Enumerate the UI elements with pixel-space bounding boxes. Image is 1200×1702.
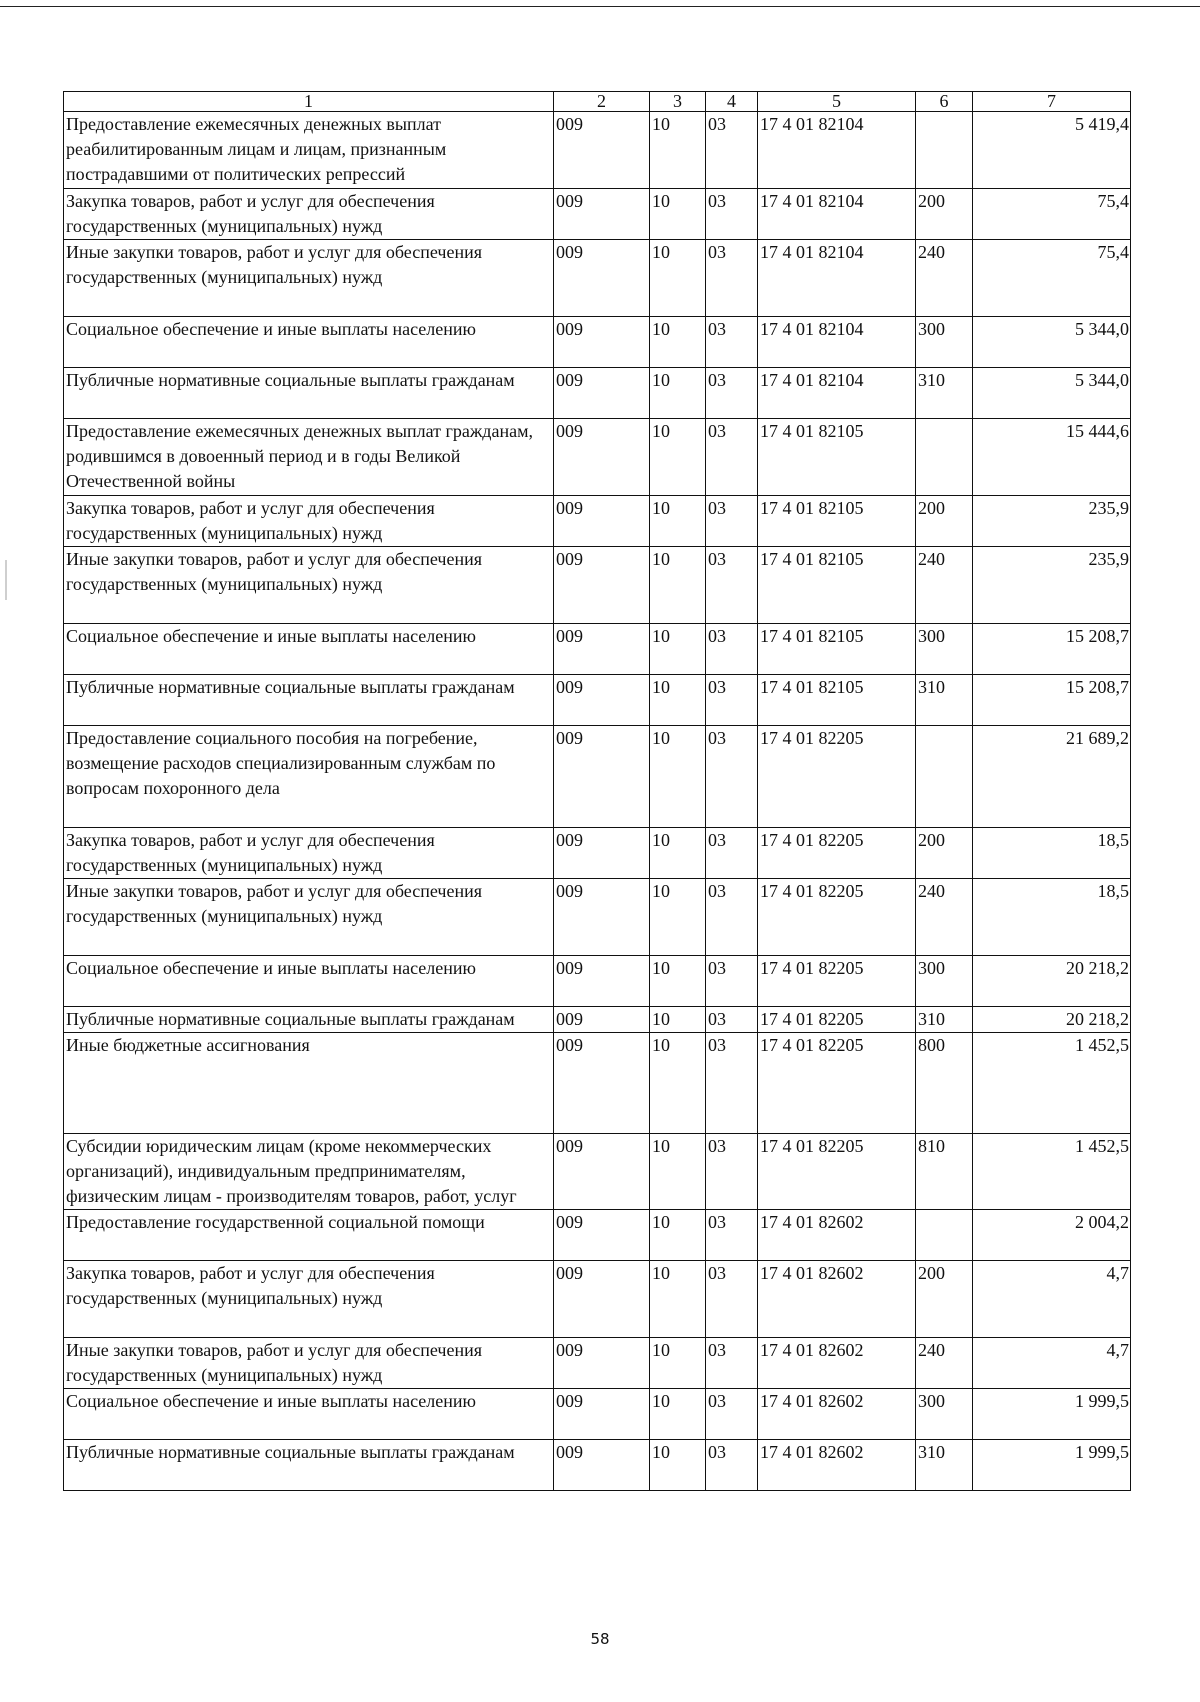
- row-code-target: 17 4 01 82205: [758, 956, 916, 1007]
- row-code-ministry: 009: [554, 1134, 650, 1210]
- page-top-border: [0, 0, 1200, 7]
- row-amount: 21 689,2: [973, 726, 1131, 828]
- row-code-target: 17 4 01 82104: [758, 240, 916, 317]
- row-code-section: 10: [650, 419, 706, 496]
- row-code-target: 17 4 01 82205: [758, 1134, 916, 1210]
- table-row: [64, 726, 1131, 828]
- row-code-subsection: 03: [706, 1338, 758, 1389]
- row-code-expense-type: 300: [916, 956, 973, 1007]
- row-code-ministry: 009: [554, 828, 650, 879]
- row-code-ministry: 009: [554, 1210, 650, 1261]
- row-code-section: 10: [650, 1389, 706, 1440]
- row-code-expense-type: [916, 726, 973, 828]
- row-code-expense-type: 240: [916, 547, 973, 624]
- row-code-section: 10: [650, 1007, 706, 1033]
- row-code-subsection: 03: [706, 1134, 758, 1210]
- table-row: [64, 1007, 1131, 1033]
- row-code-section: 10: [650, 1261, 706, 1338]
- row-code-target: 17 4 01 82105: [758, 419, 916, 496]
- row-code-ministry: 009: [554, 879, 650, 956]
- row-code-subsection: 03: [706, 675, 758, 726]
- row-amount: 75,4: [973, 189, 1131, 240]
- row-amount: 4,7: [973, 1261, 1131, 1338]
- row-code-ministry: 009: [554, 496, 650, 547]
- row-amount: 1 452,5: [973, 1033, 1131, 1134]
- row-name: Социальное обеспечение и иные выплаты населению: [64, 317, 554, 368]
- row-code-ministry: 009: [554, 1007, 650, 1033]
- row-code-target: 17 4 01 82104: [758, 368, 916, 419]
- table-row: [64, 240, 1131, 317]
- row-code-subsection: 03: [706, 624, 758, 675]
- row-code-ministry: 009: [554, 1389, 650, 1440]
- row-code-ministry: 009: [554, 189, 650, 240]
- row-amount: 5 419,4: [973, 112, 1131, 189]
- row-code-section: 10: [650, 726, 706, 828]
- row-code-section: 10: [650, 1134, 706, 1210]
- row-code-subsection: 03: [706, 1007, 758, 1033]
- row-amount: 18,5: [973, 828, 1131, 879]
- row-code-subsection: 03: [706, 828, 758, 879]
- row-code-section: 10: [650, 1210, 706, 1261]
- row-code-subsection: 03: [706, 419, 758, 496]
- row-name: Закупка товаров, работ и услуг для обеспечения государственных (муниципальных) нужд: [64, 828, 554, 879]
- scan-mark-left: [5, 560, 7, 600]
- row-code-target: 17 4 01 82205: [758, 879, 916, 956]
- row-code-ministry: 009: [554, 1338, 650, 1389]
- column-header: 4: [706, 92, 758, 112]
- row-code-section: 10: [650, 368, 706, 419]
- row-code-expense-type: 200: [916, 1261, 973, 1338]
- row-code-section: 10: [650, 624, 706, 675]
- row-code-expense-type: 310: [916, 1007, 973, 1033]
- row-amount: 75,4: [973, 240, 1131, 317]
- row-name: Иные закупки товаров, работ и услуг для обеспечения государственных (муниципальных) нужд: [64, 879, 554, 956]
- row-code-expense-type: 240: [916, 879, 973, 956]
- row-code-subsection: 03: [706, 956, 758, 1007]
- row-name: Предоставление ежемесячных денежных выплат реабилитированным лицам и лицам, признанным пострадавшими от политических репрессий: [64, 112, 554, 189]
- row-code-section: 10: [650, 675, 706, 726]
- row-code-target: 17 4 01 82104: [758, 317, 916, 368]
- row-code-target: 17 4 01 82205: [758, 1033, 916, 1134]
- row-code-expense-type: 310: [916, 1440, 973, 1491]
- row-amount: 1 452,5: [973, 1134, 1131, 1210]
- row-code-subsection: 03: [706, 1261, 758, 1338]
- row-amount: 15 208,7: [973, 624, 1131, 675]
- table-row: [64, 368, 1131, 419]
- row-code-ministry: 009: [554, 547, 650, 624]
- row-code-ministry: 009: [554, 726, 650, 828]
- table-row: [64, 1134, 1131, 1210]
- table-row: [64, 1033, 1131, 1134]
- row-code-subsection: 03: [706, 317, 758, 368]
- row-code-section: 10: [650, 1033, 706, 1134]
- table-row: [64, 112, 1131, 189]
- row-name: Закупка товаров, работ и услуг для обеспечения государственных (муниципальных) нужд: [64, 1261, 554, 1338]
- row-code-section: 10: [650, 547, 706, 624]
- row-amount: 4,7: [973, 1338, 1131, 1389]
- table-row: [64, 1440, 1131, 1491]
- row-name: Предоставление государственной социальной помощи: [64, 1210, 554, 1261]
- row-code-section: 10: [650, 828, 706, 879]
- row-code-section: 10: [650, 1338, 706, 1389]
- table-row: [64, 879, 1131, 956]
- row-code-ministry: 009: [554, 317, 650, 368]
- row-name: Предоставление ежемесячных денежных выплат гражданам, родившимся в довоенный период и в годы Великой Отечественной войны: [64, 419, 554, 496]
- row-code-target: 17 4 01 82205: [758, 828, 916, 879]
- row-code-ministry: 009: [554, 112, 650, 189]
- row-code-expense-type: 300: [916, 317, 973, 368]
- row-code-expense-type: 240: [916, 240, 973, 317]
- row-code-target: 17 4 01 82105: [758, 547, 916, 624]
- row-code-subsection: 03: [706, 240, 758, 317]
- row-code-expense-type: 300: [916, 624, 973, 675]
- row-code-section: 10: [650, 496, 706, 547]
- row-code-subsection: 03: [706, 189, 758, 240]
- row-name: Публичные нормативные социальные выплаты гражданам: [64, 368, 554, 419]
- row-code-ministry: 009: [554, 368, 650, 419]
- row-name: Иные закупки товаров, работ и услуг для обеспечения государственных (муниципальных) нужд: [64, 1338, 554, 1389]
- table-row: [64, 675, 1131, 726]
- column-header: 2: [554, 92, 650, 112]
- row-code-subsection: 03: [706, 1033, 758, 1134]
- row-amount: 15 208,7: [973, 675, 1131, 726]
- row-amount: 1 999,5: [973, 1440, 1131, 1491]
- row-name: Иные бюджетные ассигнования: [64, 1033, 554, 1134]
- column-header: 5: [758, 92, 916, 112]
- row-code-expense-type: 310: [916, 368, 973, 419]
- row-code-target: 17 4 01 82104: [758, 189, 916, 240]
- row-code-subsection: 03: [706, 879, 758, 956]
- row-code-section: 10: [650, 112, 706, 189]
- row-code-target: 17 4 01 82205: [758, 726, 916, 828]
- row-code-target: 17 4 01 82602: [758, 1210, 916, 1261]
- row-code-section: 10: [650, 879, 706, 956]
- row-code-expense-type: 200: [916, 496, 973, 547]
- row-code-section: 10: [650, 189, 706, 240]
- row-code-ministry: 009: [554, 240, 650, 317]
- row-amount: 18,5: [973, 879, 1131, 956]
- row-name: Субсидии юридическим лицам (кроме некоммерческих организаций), индивидуальным предпринимателям, физическим лицам - производителям товаров, работ, услуг: [64, 1134, 554, 1210]
- row-name: Закупка товаров, работ и услуг для обеспечения государственных (муниципальных) нужд: [64, 189, 554, 240]
- row-code-ministry: 009: [554, 624, 650, 675]
- row-code-expense-type: 200: [916, 189, 973, 240]
- table-row: [64, 828, 1131, 879]
- column-header: 1: [64, 92, 554, 112]
- row-code-subsection: 03: [706, 368, 758, 419]
- table-row: [64, 1338, 1131, 1389]
- row-amount: 2 004,2: [973, 1210, 1131, 1261]
- row-amount: 235,9: [973, 547, 1131, 624]
- row-code-expense-type: 240: [916, 1338, 973, 1389]
- row-code-expense-type: 300: [916, 1389, 973, 1440]
- row-code-ministry: 009: [554, 1261, 650, 1338]
- row-code-target: 17 4 01 82602: [758, 1440, 916, 1491]
- row-code-target: 17 4 01 82105: [758, 624, 916, 675]
- row-name: Социальное обеспечение и иные выплаты населению: [64, 624, 554, 675]
- row-code-expense-type: [916, 419, 973, 496]
- row-code-subsection: 03: [706, 547, 758, 624]
- column-header: 3: [650, 92, 706, 112]
- row-code-target: 17 4 01 82602: [758, 1338, 916, 1389]
- row-code-expense-type: [916, 112, 973, 189]
- column-number-row: [64, 92, 1131, 112]
- row-name: Социальное обеспечение и иные выплаты населению: [64, 1389, 554, 1440]
- page-number: 58: [590, 1630, 610, 1648]
- row-amount: 1 999,5: [973, 1389, 1131, 1440]
- row-code-target: 17 4 01 82602: [758, 1389, 916, 1440]
- row-code-subsection: 03: [706, 726, 758, 828]
- row-code-section: 10: [650, 317, 706, 368]
- table-row: [64, 956, 1131, 1007]
- budget-table: [63, 91, 1131, 1491]
- row-amount: 235,9: [973, 496, 1131, 547]
- row-code-section: 10: [650, 240, 706, 317]
- row-code-target: 17 4 01 82105: [758, 496, 916, 547]
- row-code-subsection: 03: [706, 1440, 758, 1491]
- row-name: Иные закупки товаров, работ и услуг для обеспечения государственных (муниципальных) нужд: [64, 547, 554, 624]
- row-code-subsection: 03: [706, 1389, 758, 1440]
- row-code-expense-type: 200: [916, 828, 973, 879]
- row-code-ministry: 009: [554, 1440, 650, 1491]
- row-code-expense-type: 800: [916, 1033, 973, 1134]
- row-code-target: 17 4 01 82104: [758, 112, 916, 189]
- table-row: [64, 317, 1131, 368]
- row-amount: 20 218,2: [973, 956, 1131, 1007]
- row-code-subsection: 03: [706, 112, 758, 189]
- table-row: [64, 1389, 1131, 1440]
- row-code-ministry: 009: [554, 1033, 650, 1134]
- table-row: [64, 547, 1131, 624]
- row-name: Публичные нормативные социальные выплаты гражданам: [64, 1007, 554, 1033]
- row-code-section: 10: [650, 1440, 706, 1491]
- row-amount: 5 344,0: [973, 317, 1131, 368]
- row-name: Закупка товаров, работ и услуг для обеспечения государственных (муниципальных) нужд: [64, 496, 554, 547]
- row-code-expense-type: 310: [916, 675, 973, 726]
- table-row: [64, 624, 1131, 675]
- column-header: 7: [973, 92, 1131, 112]
- row-code-ministry: 009: [554, 419, 650, 496]
- row-name: Публичные нормативные социальные выплаты гражданам: [64, 675, 554, 726]
- table-row: [64, 496, 1131, 547]
- table-row: [64, 189, 1131, 240]
- column-header: 6: [916, 92, 973, 112]
- row-code-expense-type: 810: [916, 1134, 973, 1210]
- row-code-target: 17 4 01 82205: [758, 1007, 916, 1033]
- row-amount: 5 344,0: [973, 368, 1131, 419]
- row-code-section: 10: [650, 956, 706, 1007]
- row-name: Публичные нормативные социальные выплаты гражданам: [64, 1440, 554, 1491]
- table-row: [64, 419, 1131, 496]
- row-name: Иные закупки товаров, работ и услуг для обеспечения государственных (муниципальных) нужд: [64, 240, 554, 317]
- row-code-ministry: 009: [554, 675, 650, 726]
- row-name: Социальное обеспечение и иные выплаты населению: [64, 956, 554, 1007]
- row-name: Предоставление социального пособия на погребение, возмещение расходов специализированным службам по вопросам похоронного дела: [64, 726, 554, 828]
- row-code-ministry: 009: [554, 956, 650, 1007]
- row-amount: 15 444,6: [973, 419, 1131, 496]
- row-code-target: 17 4 01 82602: [758, 1261, 916, 1338]
- row-code-subsection: 03: [706, 1210, 758, 1261]
- row-code-target: 17 4 01 82105: [758, 675, 916, 726]
- table-row: [64, 1210, 1131, 1261]
- row-code-expense-type: [916, 1210, 973, 1261]
- table-row: [64, 1261, 1131, 1338]
- row-code-subsection: 03: [706, 496, 758, 547]
- table-body: [64, 112, 1131, 1491]
- row-amount: 20 218,2: [973, 1007, 1131, 1033]
